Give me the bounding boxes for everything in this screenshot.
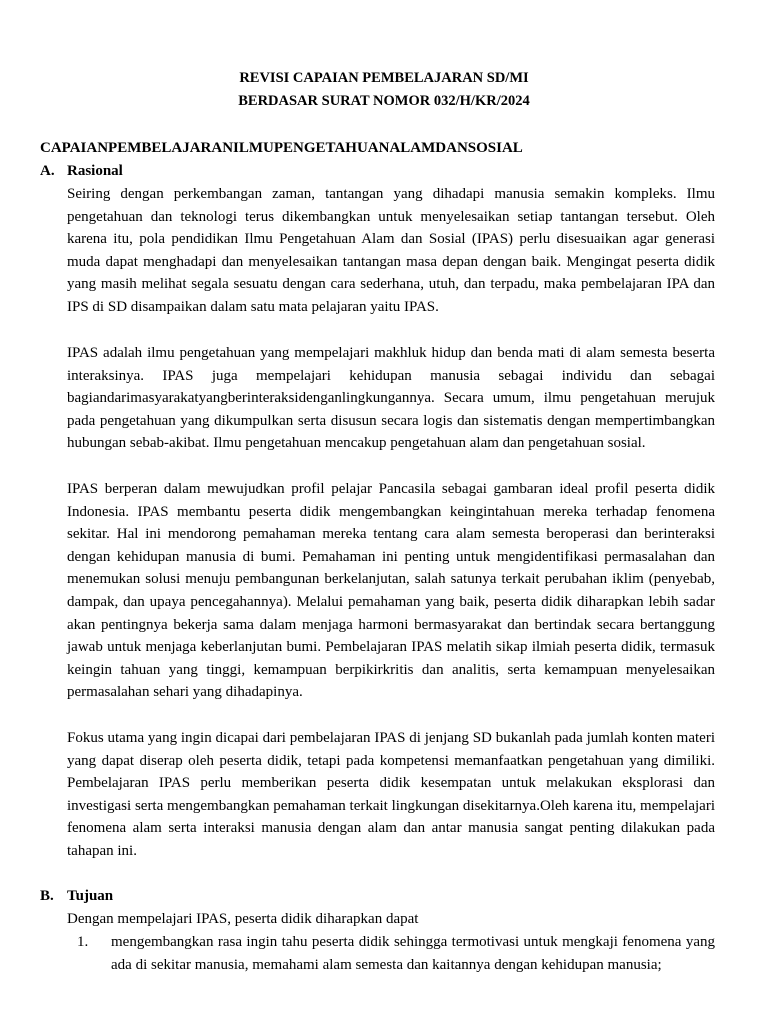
paragraph-rasional-2: IPAS adalah ilmu pengetahuan yang mempelajari makhluk hidup dan benda mati di alam semesta beserta interaksinya. IPAS juga mempelajari kehidupan manusia sebagai individu dan sebagai bagiandarimasyarakatyangberinteraksidenganlingkungannya. Secara umum, ilmu pengetahuan merujuk pada pengetahuan yang dikumpulkan serta disusun secara logis dan sistematis dengan mempertimbangkan hubungan sebab-akibat. Ilmu pengetahuan mencakup pengetahuan alam dan pengetahuan sosial. xyxy=(67,345,715,452)
subsection-a-letter: A. xyxy=(40,163,55,179)
subsection-b-label: Tujuan xyxy=(67,888,114,904)
document-title-line-1: REVISI CAPAIAN PEMBELAJARAN SD/MI xyxy=(239,70,529,86)
subsection-a-label: Rasional xyxy=(67,163,123,179)
paragraph-rasional-4: Fokus utama yang ingin dicapai dari pembelajaran IPAS di jenjang SD bukanlah pada jumlah konten materi yang dapat diserap oleh peserta didik, tetapi pada kompetensi memanfaatkan pengetahuan yang dimiliki. Pembelajaran IPAS perlu memberikan peserta didik kesempatan untuk melakukan eksplorasi dan investigasi serta mengembangkan pemahaman terkait lingkungan disekitarnya.Oleh karena itu, mempelajari fenomena alam serta interaksi manusia dengan alam dan antar manusia sangat penting dilakukan pada tahapan ini. xyxy=(67,730,715,859)
paragraph-rasional-3: IPAS berperan dalam mewujudkan profil pelajar Pancasila sebagai gambaran ideal profil peserta didik Indonesia. IPAS membantu peserta didik mengembangkan keingintahuan mereka terhadap fenomena sekitar. Hal ini mendorong pemahaman mereka tentang cara alam semesta beroperasi dan berinteraksi dengan kehidupan manusia di bumi. Pemahaman ini penting untuk mengidentifikasi permasalahan dan menemukan solusi menuju pembangunan berkelanjutan, salah satunya terkait perubahan iklim (penyebab, dampak, dan upaya pencegahannya). Melalui pemahaman yang baik, peserta didik diharapkan lebih sadar akan pentingnya bekerja sama dalam menjaga harmoni bermasyarakat dan bertindak secara bertanggung jawab untuk menjaga keberlanjutan bumi. Pembelajaran IPAS melatih sikap ilmiah peserta didik, termasuk keingin tahuan yang tinggi, kemampuan berpikirkritis dan analitis, serta kemampuan menyelesaikan permasalahan sehari yang dihadapinya. xyxy=(67,481,715,701)
document-title-line-2: BERDASAR SURAT NOMOR 032/H/KR/2024 xyxy=(238,93,530,109)
paragraph-tujuan-intro: Dengan mempelajari IPAS, peserta didik diharapkan dapat xyxy=(67,911,419,927)
list-item-number: 1. xyxy=(77,934,89,950)
section-heading: CAPAIANPEMBELAJARANILMUPENGETAHUANALAMDANSOSIAL xyxy=(40,140,523,156)
list-item-text: mengembangkan rasa ingin tahu peserta didik sehingga termotivasi untuk mengkaji fenomena yang ada di sekitar manusia, memahami alam semesta dan kaitannya dengan kehidupan manusia; xyxy=(111,934,715,973)
subsection-b-letter: B. xyxy=(40,888,54,904)
paragraph-rasional-1: Seiring dengan perkembangan zaman, tantangan yang dihadapi manusia semakin kompleks. Ilmu pengetahuan dan teknologi terus dikembangkan untuk menyelesaikan setiap tantangan tersebut. Oleh karena itu, pola pendidikan Ilmu Pengetahuan Alam dan Sosial (IPAS) perlu disesuaikan agar generasi muda dapat menghadapi dan menyelesaikan tantangan masa depan dengan baik. Mengingat peserta didik yang masih melihat segala sesuatu dengan cara sederhana, utuh, dan terpadu, maka pembelajaran IPA dan IPS di SD disampaikan dalam satu mata pelajaran yaitu IPAS. xyxy=(67,186,715,315)
